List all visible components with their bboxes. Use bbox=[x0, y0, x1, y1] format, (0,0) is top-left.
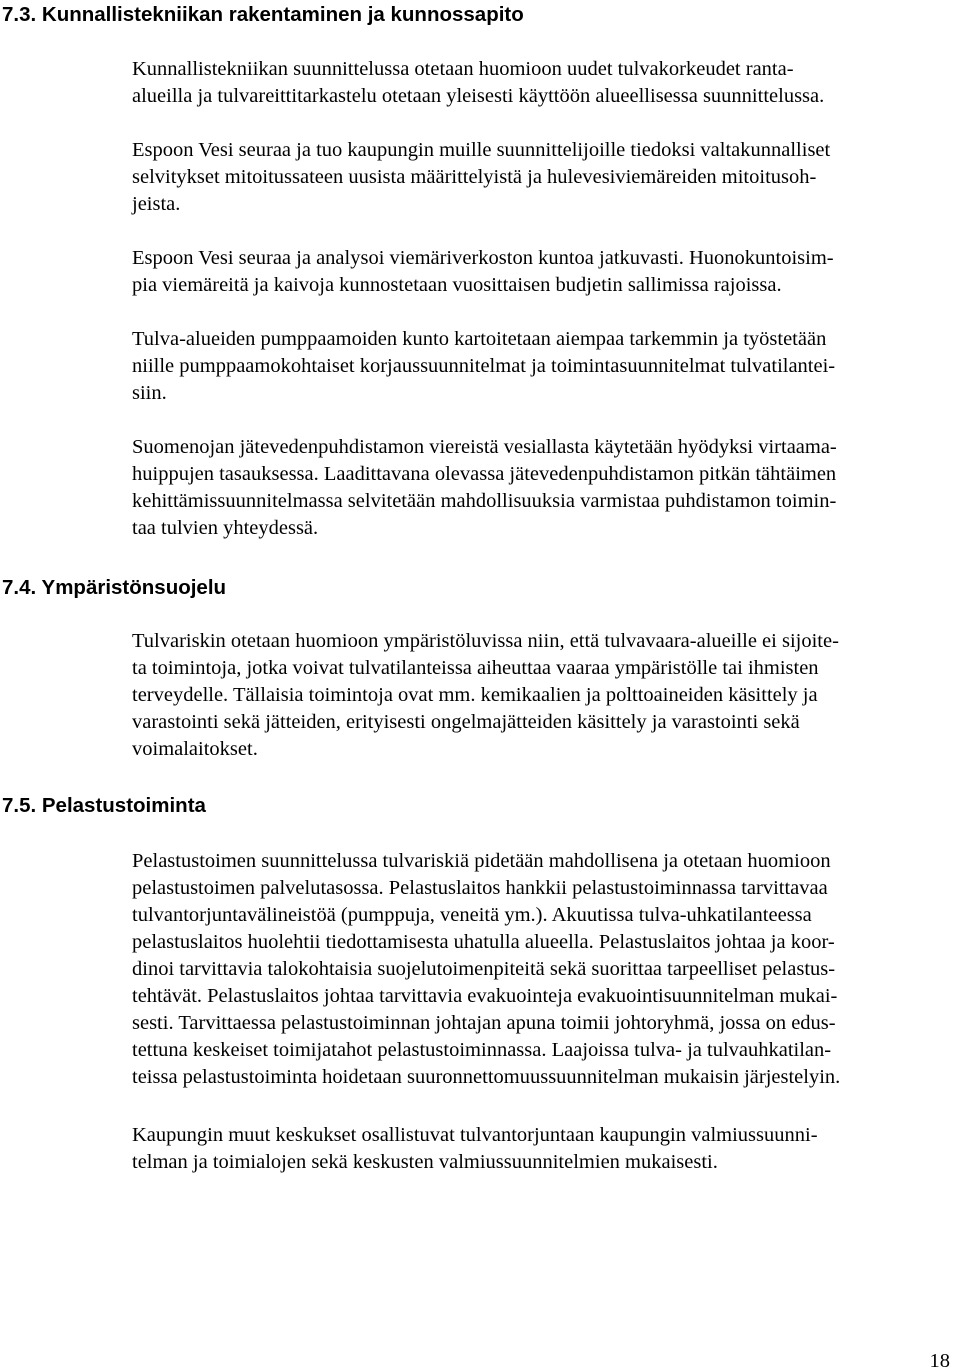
section-heading-7-4: 7.4. Ympäristönsuojelu bbox=[2, 576, 227, 599]
paragraph-line: Tulva-alueiden pumppaamoiden kunto kartoitetaan aiempaa tarkemmin ja työstetään bbox=[132, 328, 827, 350]
paragraph bbox=[132, 434, 960, 542]
paragraph-line: teissa pelastustoiminta hoidetaan suuronnettomuussuunnitelman mukaisin järjestelyin. bbox=[132, 1066, 841, 1088]
paragraph-line: Kaupungin muut keskukset osallistuvat tulvantorjuntaan kaupungin valmiussuunni- bbox=[132, 1124, 818, 1146]
paragraph-line: selvitykset mitoitussateen uusista määrittelyistä ja hulevesiviemäreiden mitoitusoh- bbox=[132, 166, 817, 188]
paragraph-line: Espoon Vesi seuraa ja analysoi viemäriverkoston kuntoa jatkuvasti. Huonokuntoisim- bbox=[132, 247, 834, 269]
paragraph bbox=[132, 848, 960, 1091]
paragraph-line: alueilla ja tulvareittitarkastelu otetaan yleisesti käyttöön alueellisessa suunnittelussa. bbox=[132, 85, 825, 107]
paragraph bbox=[132, 56, 960, 110]
paragraph-line: tettuna keskeiset toimijatahot pelastustoiminnassa. Laajoissa tulva- ja tulvauhkatilan- bbox=[132, 1039, 832, 1061]
paragraph-line: kehittämissuunnitelmassa selvitetään mahdollisuuksia varmistaa puhdistamon toimin- bbox=[132, 490, 837, 512]
paragraph-line: Pelastustoimen suunnittelussa tulvariskiä pidetään mahdollisena ja otetaan huomioon bbox=[132, 850, 831, 872]
paragraph-line: pelastustoimen palvelutasossa. Pelastuslaitos hankkii pelastustoiminnassa tarvittavaa bbox=[132, 877, 828, 899]
paragraph-line: pelastuslaitos huolehtii tiedottamisesta uhatulla alueella. Pelastuslaitos johtaa ja koor- bbox=[132, 931, 835, 953]
paragraph bbox=[132, 137, 960, 218]
paragraph-line: taa tulvien yhteydessä. bbox=[132, 517, 319, 539]
paragraph-line: huippujen tasauksessa. Laadittavana olevassa jätevedenpuhdistamon pitkän tähtäimen bbox=[132, 463, 837, 485]
paragraph-line: ta toimintoja, jotka voivat tulvatilanteissa aiheuttaa vaaraa ympäristölle tai ihmisten bbox=[132, 657, 819, 679]
paragraph bbox=[132, 326, 960, 407]
section-heading-7-5: 7.5. Pelastustoiminta bbox=[2, 794, 206, 817]
paragraph bbox=[132, 628, 960, 763]
paragraph-line: telman ja toimialojen sekä keskusten valmiussuunnitelmien mukaisesti. bbox=[132, 1151, 718, 1173]
paragraph bbox=[132, 1122, 960, 1176]
page-number: 18 bbox=[929, 1350, 950, 1372]
paragraph-line: Suomenojan jätevedenpuhdistamon viereistä vesiallasta käytetään hyödyksi virtaama- bbox=[132, 436, 837, 458]
paragraph-line: siin. bbox=[132, 382, 167, 404]
paragraph-line: Espoon Vesi seuraa ja tuo kaupungin muille suunnittelijoille tiedoksi valtakunnalliset bbox=[132, 139, 831, 161]
paragraph bbox=[132, 245, 960, 299]
paragraph-line: tehtävät. Pelastuslaitos johtaa tarvittavia evakuointeja evakuointisuunnitelman mukai- bbox=[132, 985, 838, 1007]
paragraph-line: dinoi tarvittavia talokohtaisia suojelutoimenpiteitä sekä suorittaa tarpeelliset pelastus- bbox=[132, 958, 836, 980]
paragraph-line: sesti. Tarvittaessa pelastustoiminnan johtajan apuna toimii johtoryhmä, jossa on edus- bbox=[132, 1012, 836, 1034]
paragraph-line: pia viemäreitä ja kaivoja kunnostetaan vuosittaisen budjetin sallimissa rajoissa. bbox=[132, 274, 782, 296]
paragraph-line: niille pumppaamokohtaiset korjaussuunnitelmat ja toimintasuunnitelmat tulvatilantei- bbox=[132, 355, 836, 377]
paragraph-line: voimalaitokset. bbox=[132, 738, 258, 760]
paragraph-line: jeista. bbox=[132, 193, 181, 215]
paragraph-line: Tulvariskin otetaan huomioon ympäristöluvissa niin, että tulvavaara-alueille ei sijoite- bbox=[132, 630, 839, 652]
paragraph-line: Kunnallistekniikan suunnittelussa otetaan huomioon uudet tulvakorkeudet ranta- bbox=[132, 58, 794, 80]
section-heading-7-3: 7.3. Kunnallistekniikan rakentaminen ja kunnossapito bbox=[2, 3, 524, 26]
paragraph-line: tulvantorjuntavälineistöä (pumppuja, veneitä ym.). Akuutissa tulva-uhkatilanteessa bbox=[132, 904, 812, 926]
paragraph-line: terveydelle. Tällaisia toimintoja ovat mm. kemikaalien ja polttoaineiden käsittely ja bbox=[132, 684, 818, 706]
paragraph-line: varastointi sekä jätteiden, erityisesti ongelmajätteiden käsittely ja varastointi sekä bbox=[132, 711, 800, 733]
